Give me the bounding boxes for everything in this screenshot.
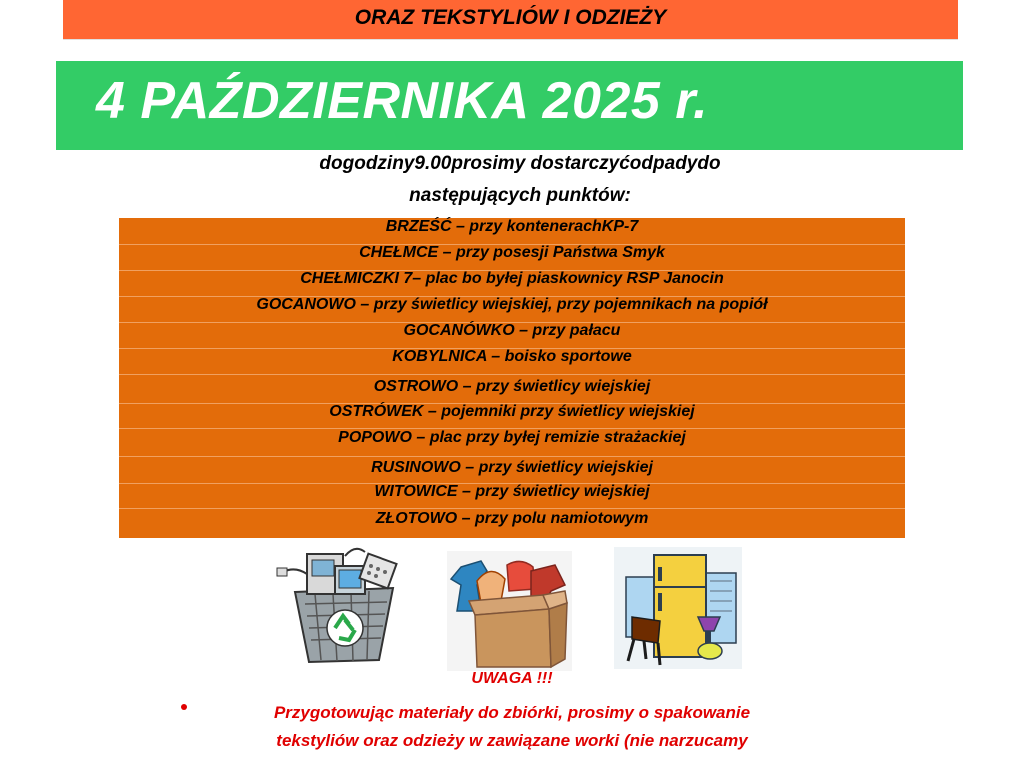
- location-item: OSTROWO – przy świetlicy wiejskiej: [373, 378, 651, 395]
- location-item: BRZEŚĆ – przy kontenerachKP-7: [385, 218, 639, 235]
- divider: [119, 508, 905, 509]
- location-item: CHEŁMCE – przy posesji Państwa Smyk: [359, 244, 665, 261]
- location-item: CHEŁMICZKI 7– plac bo byłej piaskownicy RSP Janocin: [300, 270, 724, 287]
- notice-line-2: tekstyliów oraz odzieży w zawiązane worki (nie narzucamy: [276, 731, 748, 750]
- location-item: RUSINOWO – przy świetlicy wiejskiej: [371, 459, 653, 476]
- location-item: OSTRÓWEK – pojemniki przy świetlicy wiejskiej: [329, 403, 695, 420]
- divider: [119, 374, 905, 375]
- textiles-box-icon: [447, 551, 572, 671]
- notice-line-1: Przygotowując materiały do zbiórki, prosimy o spakowanie: [273, 703, 751, 722]
- divider: [119, 456, 905, 457]
- subtitle-text: ORAZ TEKSTYLIÓW I ODZIEŻY: [354, 5, 667, 29]
- date-banner: [56, 61, 963, 150]
- bulky-furniture-icon: [614, 547, 742, 669]
- location-item: POPOWO – plac przy byłej remizie strażackiej: [338, 429, 686, 446]
- intro-line-2: następujących punktów:: [409, 185, 631, 206]
- location-item: ZŁOTOWO – przy polu namiotowym: [375, 510, 649, 527]
- date-text: 4 PAŹDZIERNIKA 2025 r.: [96, 72, 709, 130]
- location-item: KOBYLNICA – boisko sportowe: [392, 348, 632, 365]
- notice-title: UWAGA !!!: [471, 670, 553, 687]
- subtitle-banner: [63, 0, 958, 40]
- location-item: GOCANÓWKO – przy pałacu: [403, 322, 621, 339]
- locations-list: [119, 218, 905, 538]
- electronics-recycling-icon: [275, 544, 415, 664]
- intro-line-1: dogodziny9.00prosimy dostarczyćodpadydo: [319, 153, 721, 174]
- location-item: GOCANOWO – przy świetlicy wiejskiej, przy pojemnikach na popiół: [256, 296, 768, 313]
- location-item: WITOWICE – przy świetlicy wiejskiej: [374, 483, 650, 500]
